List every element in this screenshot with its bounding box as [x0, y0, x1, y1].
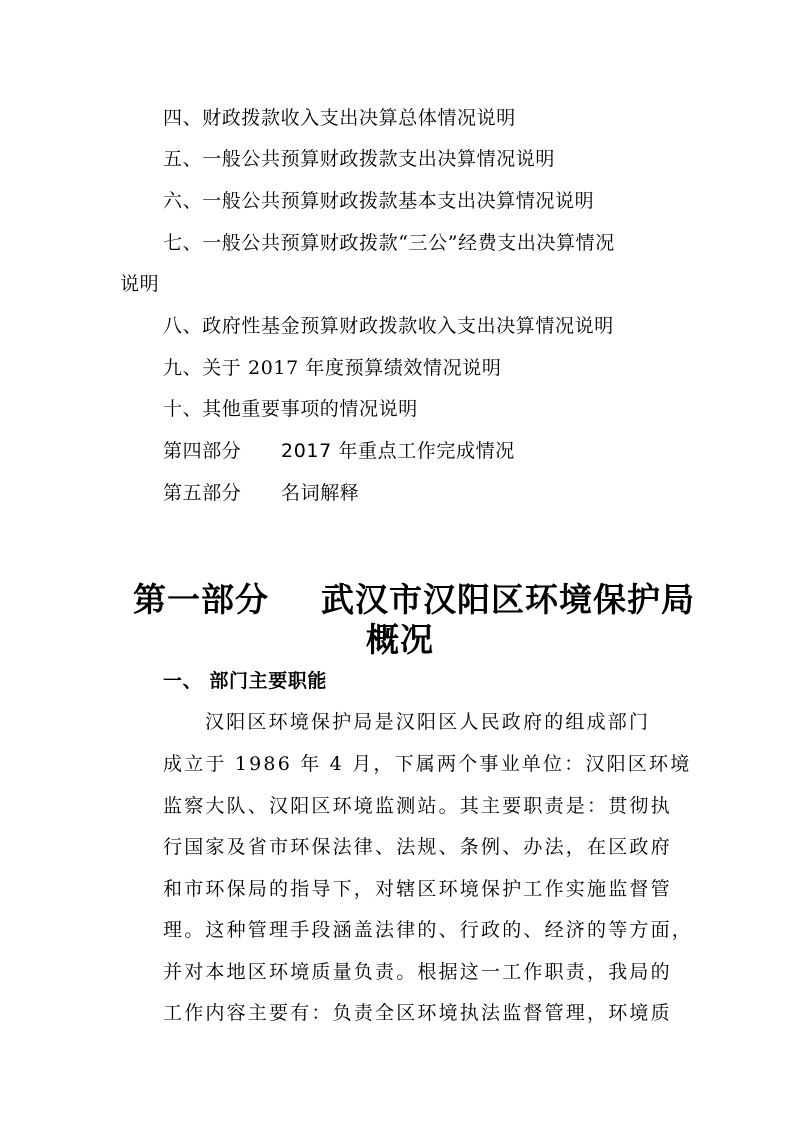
toc-item-continuation: 说明 [120, 273, 160, 295]
body-line: 成立于 1986 年 4 月，下属两个事业单位：汉阳区环境 [163, 753, 692, 775]
toc-item: 七、一般公共预算财政拨款“三公”经费支出决算情况 [163, 232, 615, 254]
chapter-title-line1: 武汉市汉阳区环境保护局 [321, 580, 695, 619]
chapter-label: 第一部分 [133, 580, 269, 619]
chapter-title-line2: 概况 [366, 620, 434, 659]
body-line: 监察大队、汉阳区环境监测站。其主要职责是：贯彻执 [163, 795, 672, 817]
toc-part-label: 第五部分 [163, 482, 242, 504]
body-line: 并对本地区环境质量负责。根据这一工作职责，我局的 [163, 961, 672, 983]
toc-part [163, 481, 359, 505]
toc-item: 八、政府性基金预算财政拨款收入支出决算情况说明 [163, 315, 614, 337]
body-line: 行国家及省市环保法律、法规、条例、办法，在区政府 [163, 836, 672, 858]
toc-part-title: 2017 年重点工作完成情况 [281, 440, 515, 462]
toc-part-title: 名词解释 [281, 482, 360, 504]
toc-item: 十、其他重要事项的情况说明 [163, 398, 418, 420]
toc-item: 六、一般公共预算财政拨款基本支出决算情况说明 [163, 190, 595, 212]
body-line: 汉阳区环境保护局是汉阳区人民政府的组成部门 [205, 711, 651, 733]
body-line: 工作内容主要有：负责全区环境执法监督管理，环境质 [163, 1002, 672, 1024]
toc-part-label: 第四部分 [163, 440, 242, 462]
body-line: 和市环保局的指导下，对辖区环境保护工作实施监督管 [163, 878, 672, 900]
body-line: 理。这种管理手段涵盖法律的、行政的、经济的等方面， [163, 919, 694, 941]
toc-item: 四、财政拨款收入支出决算总体情况说明 [163, 107, 516, 129]
section-heading: 一、 部门主要职能 [163, 670, 328, 692]
toc-item: 五、一般公共预算财政拨款支出决算情况说明 [163, 148, 556, 170]
toc-item: 九、关于 2017 年度预算绩效情况说明 [163, 357, 502, 379]
toc-part [163, 439, 515, 463]
chapter-title [133, 580, 695, 620]
